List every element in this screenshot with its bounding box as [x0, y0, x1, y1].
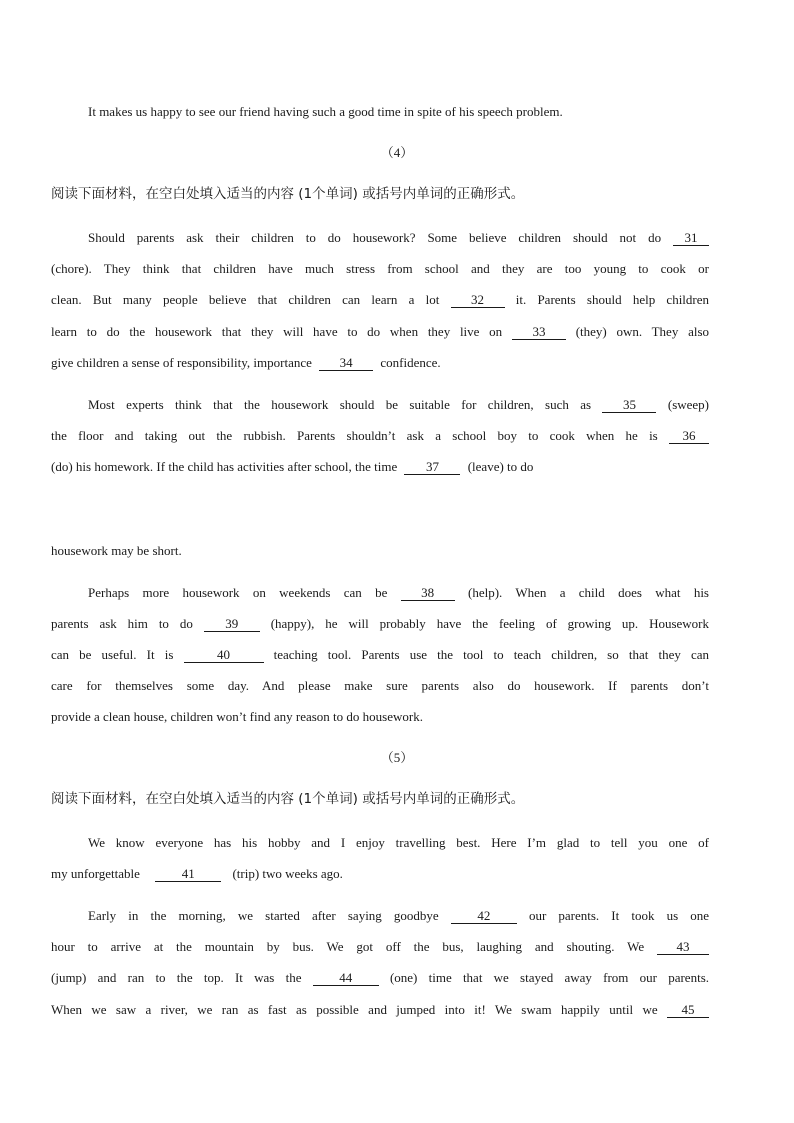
paragraph-line: learn to do the housework that they will have to do when they live on 33 (they) own. They also — [51, 324, 710, 339]
paragraph-line: housework may be short. — [51, 543, 182, 558]
paragraph-line: (jump) and ran to the top. It was the 44 (one) time that we stayed away from our parents. — [51, 970, 710, 985]
blank-38[interactable]: 38 — [401, 586, 455, 601]
instruction-text: 阅读下面材料，在空白处填入适当的内容 (1个单词) 或括号内单词的正确形式。 — [51, 791, 525, 807]
paragraph-line: can be useful. It is 40 teaching tool. Parents use the tool to teach children, so that they can — [51, 647, 709, 662]
blank-33[interactable]: 33 — [512, 325, 566, 340]
blank-45[interactable]: 45 — [667, 1003, 709, 1018]
blank-44[interactable]: 44 — [313, 971, 379, 986]
paragraph-line: provide a clean house, children won’t find any reason to do housework. — [51, 709, 423, 724]
paragraph-line: When we saw a river, we ran as fast as possible and jumped into it! We swam happily until we 45 — [51, 1002, 709, 1018]
paragraph-line: clean. But many people believe that children can learn a lot 32 it. Parents should help children — [51, 292, 710, 307]
blank-42[interactable]: 42 — [451, 909, 517, 924]
paragraph-line: Perhaps more housework on weekends can be 38 (help). When a child does what his — [88, 585, 709, 600]
paragraph-line: the floor and taking out the rubbish. Parents shouldn’t ask a school boy to cook when he is 36 — [51, 428, 709, 444]
blank-34[interactable]: 34 — [319, 356, 373, 371]
paragraph-line: hour to arrive at the mountain by bus. We got off the bus, laughing and shouting. We 43 — [51, 939, 709, 955]
blank-36[interactable]: 36 — [669, 429, 709, 444]
paragraph-line: (chore). They think that children have much stress from school and they are too young to cook or — [51, 261, 709, 276]
instruction-text: 阅读下面材料，在空白处填入适当的内容 (1个单词) 或括号内单词的正确形式。 — [51, 186, 525, 202]
paragraph-line: Early in the morning, we started after saying goodbye 42 our parents. It took us one — [88, 908, 710, 923]
paragraph-line: Should parents ask their children to do housework? Some believe children should not do 31 — [88, 230, 709, 246]
section-number: （5） — [380, 750, 414, 765]
paragraph-line: We know everyone has his hobby and I enjoy travelling best. Here I’m glad to tell you one of — [88, 835, 709, 850]
paragraph-line: It makes us happy to see our friend having such a good time in spite of his speech problem. — [88, 104, 563, 119]
paragraph-line: give children a sense of responsibility, importance 34 confidence. — [51, 355, 441, 370]
blank-39[interactable]: 39 — [204, 617, 260, 632]
blank-32[interactable]: 32 — [451, 293, 505, 308]
paragraph-line: (do) his homework. If the child has activities after school, the time 37 (leave) to do — [51, 459, 534, 474]
blank-41[interactable]: 41 — [155, 867, 221, 882]
section-number: （4） — [380, 145, 414, 160]
blank-40[interactable]: 40 — [184, 648, 264, 663]
paragraph-line: care for themselves some day. And please make sure parents also do housework. If parents don’t — [51, 678, 709, 693]
blank-37[interactable]: 37 — [404, 460, 460, 475]
paragraph-line: my unforgettable 41 (trip) two weeks ago. — [51, 866, 343, 881]
blank-43[interactable]: 43 — [657, 940, 709, 955]
blank-35[interactable]: 35 — [602, 398, 656, 413]
paragraph-line: Most experts think that the housework should be suitable for children, such as 35 (sweep) — [88, 397, 710, 412]
blank-31[interactable]: 31 — [673, 231, 709, 246]
paragraph-line: parents ask him to do 39 (happy), he will probably have the feeling of growing up. Housework — [51, 616, 710, 631]
